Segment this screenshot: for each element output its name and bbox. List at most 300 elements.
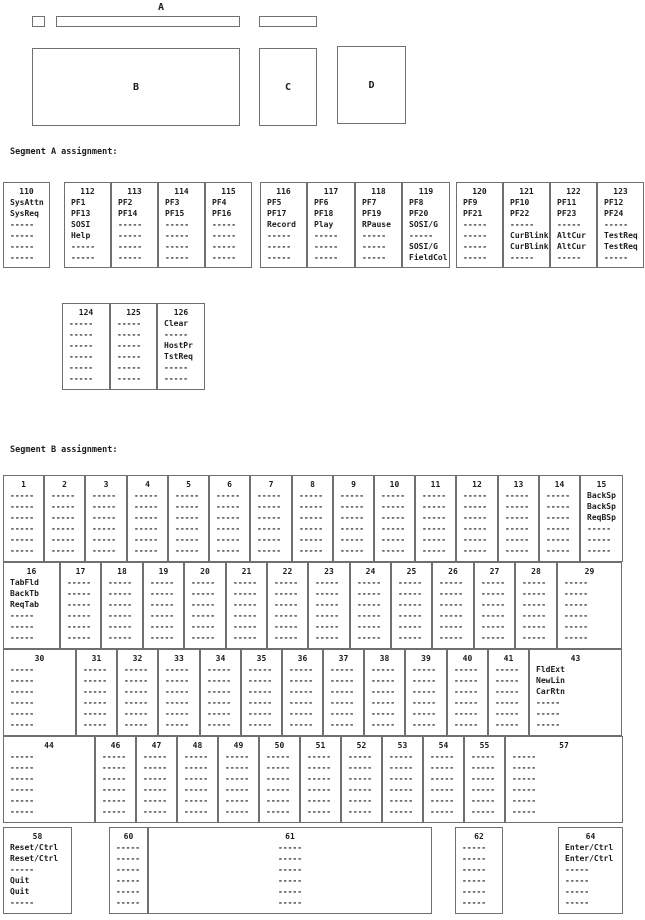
key-box-116 <box>260 182 307 268</box>
key-action-unassigned: ----- <box>512 774 537 783</box>
key-action-unassigned: ----- <box>266 785 291 794</box>
key-action: HostPr <box>164 341 193 350</box>
key-action-unassigned: ----- <box>340 491 365 500</box>
key-action-unassigned: ----- <box>357 600 382 609</box>
key-action: BackSp <box>587 502 616 511</box>
key-action-unassigned: ----- <box>307 774 332 783</box>
key-action: NewLin <box>536 676 565 685</box>
key-action: ReqBSp <box>587 513 616 522</box>
key-action-unassigned: ----- <box>505 491 530 500</box>
key-action-unassigned: ----- <box>83 687 108 696</box>
key-action-unassigned: ----- <box>216 535 241 544</box>
key-action-unassigned: ----- <box>165 720 190 729</box>
key-action-unassigned: ----- <box>274 589 299 598</box>
key-box-37 <box>323 649 364 736</box>
key-action: Clear <box>164 319 189 328</box>
key-action-unassigned: ----- <box>118 253 143 262</box>
key-action-unassigned: ----- <box>69 341 94 350</box>
key-action-unassigned: ----- <box>184 785 209 794</box>
key-number: 116 <box>276 187 291 196</box>
key-action-unassigned: ----- <box>389 752 414 761</box>
key-action-unassigned: ----- <box>512 785 537 794</box>
segment-title: Segment A assignment: <box>10 147 118 157</box>
key-action-unassigned: ----- <box>102 752 127 761</box>
key-box-58 <box>3 827 72 914</box>
key-action-unassigned: ----- <box>184 774 209 783</box>
key-action-unassigned: ----- <box>266 796 291 805</box>
key-action-unassigned: ----- <box>587 546 612 555</box>
key-action-unassigned: ----- <box>216 513 241 522</box>
key-action-unassigned: ----- <box>216 524 241 533</box>
key-action-unassigned: ----- <box>92 491 117 500</box>
key-action-unassigned: ----- <box>340 502 365 511</box>
key-action-unassigned: ----- <box>71 242 96 251</box>
key-action-unassigned: ----- <box>289 687 314 696</box>
key-action: TestReq <box>604 242 638 251</box>
segment-title: Segment B assignment: <box>10 445 118 455</box>
key-box-33 <box>158 649 200 736</box>
key-action-unassigned: ----- <box>124 709 149 718</box>
key-action-unassigned: ----- <box>522 633 547 642</box>
key-action-unassigned: ----- <box>150 622 175 631</box>
key-action-unassigned: ----- <box>505 524 530 533</box>
key-action-unassigned: ----- <box>116 854 141 863</box>
key-number: 55 <box>479 741 490 750</box>
key-box-30 <box>3 649 76 736</box>
key-action-unassigned: ----- <box>462 876 487 885</box>
key-action-unassigned: ----- <box>51 491 76 500</box>
key-box-55 <box>464 736 505 823</box>
key-action-unassigned: ----- <box>92 546 117 555</box>
key-action-unassigned: ----- <box>315 600 340 609</box>
key-action-unassigned: ----- <box>454 709 479 718</box>
key-number: 114 <box>174 187 189 196</box>
key-action-unassigned: ----- <box>463 220 488 229</box>
key-action-unassigned: ----- <box>412 698 437 707</box>
key-action-unassigned: ----- <box>83 709 108 718</box>
key-box-122 <box>550 182 597 268</box>
key-action-unassigned: ----- <box>248 687 273 696</box>
key-action-unassigned: ----- <box>10 687 35 696</box>
key-action: Enter/Ctrl <box>565 854 614 863</box>
key-action-unassigned: ----- <box>225 763 250 772</box>
key-action: PF1 <box>71 198 86 207</box>
key-action-unassigned: ----- <box>10 546 35 555</box>
key-action-unassigned: ----- <box>124 720 149 729</box>
key-action-unassigned: ----- <box>83 720 108 729</box>
key-box-23 <box>308 562 350 649</box>
key-action-unassigned: ----- <box>124 665 149 674</box>
key-action-unassigned: ----- <box>10 253 35 262</box>
key-box-54 <box>423 736 464 823</box>
key-number: 17 <box>75 567 86 576</box>
key-number: 126 <box>173 308 189 317</box>
key-number: 8 <box>310 480 315 489</box>
key-box-18 <box>101 562 143 649</box>
key-action-unassigned: ----- <box>546 546 571 555</box>
key-number: 113 <box>127 187 142 196</box>
key-action-unassigned: ----- <box>522 622 547 631</box>
key-action-unassigned: ----- <box>51 535 76 544</box>
key-action-unassigned: ----- <box>102 763 127 772</box>
key-action-unassigned: ----- <box>340 524 365 533</box>
key-action-unassigned: ----- <box>371 709 396 718</box>
key-action: PF3 <box>165 198 180 207</box>
key-action-unassigned: ----- <box>564 622 589 631</box>
key-action-unassigned: ----- <box>289 709 314 718</box>
key-action-unassigned: ----- <box>454 687 479 696</box>
key-box-34 <box>200 649 241 736</box>
key-action-unassigned: ----- <box>481 600 506 609</box>
key-box-26 <box>432 562 474 649</box>
key-action-unassigned: ----- <box>69 363 94 372</box>
key-action-unassigned: ----- <box>481 589 506 598</box>
key-number: 38 <box>379 654 390 663</box>
key-number: 62 <box>474 832 484 841</box>
key-action-unassigned: ----- <box>512 763 537 772</box>
key-box-64 <box>558 827 623 914</box>
key-action-unassigned: ----- <box>564 578 589 587</box>
key-number: 118 <box>371 187 386 196</box>
key-box-112 <box>64 182 111 268</box>
key-action: FieldCol <box>409 253 448 262</box>
key-action-unassigned: ----- <box>389 796 414 805</box>
key-action-unassigned: ----- <box>439 611 464 620</box>
key-box-62 <box>455 827 503 914</box>
key-action-unassigned: ----- <box>69 330 94 339</box>
key-action-unassigned: ----- <box>10 796 35 805</box>
key-action: PF14 <box>118 209 138 218</box>
key-action-unassigned: ----- <box>495 698 520 707</box>
key-action-unassigned: ----- <box>463 491 488 500</box>
key-number: 31 <box>91 654 102 663</box>
key-action-unassigned: ----- <box>150 633 175 642</box>
key-action-unassigned: ----- <box>463 513 488 522</box>
key-action-unassigned: ----- <box>277 876 303 885</box>
key-action-unassigned: ----- <box>430 796 455 805</box>
key-box-115 <box>205 182 252 268</box>
key-box-43 <box>529 649 622 736</box>
key-action-unassigned: ----- <box>164 330 189 339</box>
key-action-unassigned: ----- <box>233 633 258 642</box>
key-action: PF22 <box>510 209 530 218</box>
key-number: 6 <box>227 480 232 489</box>
key-action-unassigned: ----- <box>248 698 273 707</box>
key-action-unassigned: ----- <box>315 633 340 642</box>
key-action-unassigned: ----- <box>175 513 200 522</box>
key-action: BackSp <box>587 491 616 500</box>
key-action-unassigned: ----- <box>165 687 190 696</box>
key-action-unassigned: ----- <box>604 253 629 262</box>
key-action-unassigned: ----- <box>207 698 232 707</box>
key-action-unassigned: ----- <box>233 622 258 631</box>
key-action-unassigned: ----- <box>116 865 141 874</box>
key-action-unassigned: ----- <box>233 578 258 587</box>
key-action-unassigned: ----- <box>389 807 414 816</box>
key-action-unassigned: ----- <box>164 363 189 372</box>
key-action-unassigned: ----- <box>505 513 530 522</box>
key-box-46 <box>95 736 136 823</box>
key-action-unassigned: ----- <box>143 785 168 794</box>
key-number: 26 <box>448 567 458 576</box>
key-action-unassigned: ----- <box>165 665 190 674</box>
key-action-unassigned: ----- <box>117 352 142 361</box>
key-action: Play <box>314 220 334 229</box>
key-action-unassigned: ----- <box>462 865 487 874</box>
key-number: 16 <box>26 567 37 576</box>
key-action-unassigned: ----- <box>150 611 175 620</box>
key-action-unassigned: ----- <box>439 633 464 642</box>
key-action-unassigned: ----- <box>381 491 406 500</box>
key-action: Reset/Ctrl <box>10 843 59 852</box>
key-action-unassigned: ----- <box>10 698 35 707</box>
key-action-unassigned: ----- <box>266 774 291 783</box>
key-action-unassigned: ----- <box>536 698 561 707</box>
key-action-unassigned: ----- <box>165 709 190 718</box>
key-action-unassigned: ----- <box>10 622 35 631</box>
key-action-unassigned: ----- <box>124 676 149 685</box>
key-action-unassigned: ----- <box>277 887 303 896</box>
key-action-unassigned: ----- <box>522 600 547 609</box>
key-box-36 <box>282 649 323 736</box>
keyboard-outline-segment-d-area <box>337 46 406 124</box>
key-action-unassigned: ----- <box>257 546 282 555</box>
key-action-unassigned: ----- <box>134 524 159 533</box>
key-box-114 <box>158 182 205 268</box>
key-box-2 <box>44 475 85 562</box>
key-action-unassigned: ----- <box>471 763 496 772</box>
key-action-unassigned: ----- <box>348 763 373 772</box>
key-action-unassigned: ----- <box>454 665 479 674</box>
key-action-unassigned: ----- <box>274 633 299 642</box>
key-action-unassigned: ----- <box>175 502 200 511</box>
key-action-unassigned: ----- <box>124 687 149 696</box>
key-action-unassigned: ----- <box>10 720 35 729</box>
key-action-unassigned: ----- <box>150 589 175 598</box>
key-action-unassigned: ----- <box>430 785 455 794</box>
key-action-unassigned: ----- <box>10 633 35 642</box>
key-action-unassigned: ----- <box>116 887 141 896</box>
key-action-unassigned: ----- <box>454 698 479 707</box>
key-action-unassigned: ----- <box>10 785 35 794</box>
key-box-121 <box>503 182 550 268</box>
key-action-unassigned: ----- <box>117 341 142 350</box>
key-action-unassigned: ----- <box>92 535 117 544</box>
key-action: Help <box>71 231 91 240</box>
key-action-unassigned: ----- <box>117 374 142 383</box>
key-action-unassigned: ----- <box>412 720 437 729</box>
key-box-10 <box>374 475 415 562</box>
key-action-unassigned: ----- <box>522 611 547 620</box>
key-action-unassigned: ----- <box>330 676 355 685</box>
key-action-unassigned: ----- <box>10 676 35 685</box>
key-box-27 <box>474 562 515 649</box>
key-action-unassigned: ----- <box>362 253 387 262</box>
key-action-unassigned: ----- <box>67 611 92 620</box>
key-action: PF2 <box>118 198 133 207</box>
key-action-unassigned: ----- <box>398 578 423 587</box>
key-number: 22 <box>282 567 293 576</box>
key-action: AltCur <box>557 242 586 251</box>
key-box-49 <box>218 736 259 823</box>
key-action-unassigned: ----- <box>522 578 547 587</box>
key-action-unassigned: ----- <box>191 622 216 631</box>
key-action-unassigned: ----- <box>505 535 530 544</box>
key-number: 46 <box>110 741 121 750</box>
key-action-unassigned: ----- <box>495 720 520 729</box>
key-action-unassigned: ----- <box>248 665 273 674</box>
key-number: 12 <box>472 480 482 489</box>
key-action-unassigned: ----- <box>398 633 423 642</box>
key-action-unassigned: ----- <box>277 865 303 874</box>
key-action-unassigned: ----- <box>412 709 437 718</box>
key-number: 23 <box>324 567 334 576</box>
key-action: SOSI <box>71 220 91 229</box>
key-action: SOSI/G <box>409 242 438 251</box>
key-action-unassigned: ----- <box>512 752 537 761</box>
key-action-unassigned: ----- <box>439 622 464 631</box>
key-box-6 <box>209 475 250 562</box>
key-action-unassigned: ----- <box>565 865 590 874</box>
key-box-14 <box>539 475 580 562</box>
key-action-unassigned: ----- <box>512 807 537 816</box>
key-action-unassigned: ----- <box>266 763 291 772</box>
key-action: PF12 <box>604 198 624 207</box>
key-action-unassigned: ----- <box>212 231 237 240</box>
key-action-unassigned: ----- <box>10 709 35 718</box>
key-action-unassigned: ----- <box>546 502 571 511</box>
key-action-unassigned: ----- <box>462 854 487 863</box>
key-action-unassigned: ----- <box>274 578 299 587</box>
key-box-19 <box>143 562 184 649</box>
key-action-unassigned: ----- <box>371 698 396 707</box>
key-action-unassigned: ----- <box>10 774 35 783</box>
key-action-unassigned: ----- <box>212 220 237 229</box>
key-action-unassigned: ----- <box>536 709 561 718</box>
key-action-unassigned: ----- <box>381 546 406 555</box>
key-action: CurBlink <box>510 242 549 251</box>
key-action-unassigned: ----- <box>207 709 232 718</box>
key-number: 61 <box>285 832 295 841</box>
keyboard-outline-segment-c-area <box>259 48 317 126</box>
key-action-unassigned: ----- <box>299 546 324 555</box>
key-action-unassigned: ----- <box>10 491 35 500</box>
key-action-unassigned: ----- <box>299 513 324 522</box>
key-action: SOSI/G <box>409 220 438 229</box>
key-action: PF9 <box>463 198 478 207</box>
key-action-unassigned: ----- <box>471 785 496 794</box>
key-box-24 <box>350 562 391 649</box>
key-action-unassigned: ----- <box>505 546 530 555</box>
key-box-125 <box>110 303 157 390</box>
key-action-unassigned: ----- <box>463 231 488 240</box>
keyboard-outline-top-right-box <box>259 16 317 27</box>
key-action-unassigned: ----- <box>134 546 159 555</box>
key-number: 41 <box>503 654 514 663</box>
key-action-unassigned: ----- <box>267 231 292 240</box>
key-action-unassigned: ----- <box>307 752 332 761</box>
key-action-unassigned: ----- <box>422 502 447 511</box>
key-action-unassigned: ----- <box>422 513 447 522</box>
key-number: 35 <box>256 654 267 663</box>
key-box-3 <box>85 475 127 562</box>
key-action-unassigned: ----- <box>371 676 396 685</box>
key-action-unassigned: ----- <box>307 807 332 816</box>
key-action: TestReq <box>604 231 638 240</box>
key-action-unassigned: ----- <box>330 709 355 718</box>
key-action: SysAttn <box>10 198 44 207</box>
key-action-unassigned: ----- <box>69 352 94 361</box>
key-box-52 <box>341 736 382 823</box>
key-action-unassigned: ----- <box>348 752 373 761</box>
key-action-unassigned: ----- <box>10 242 35 251</box>
key-action-unassigned: ----- <box>381 513 406 522</box>
key-action-unassigned: ----- <box>565 876 590 885</box>
key-action-unassigned: ----- <box>463 253 488 262</box>
key-number: 119 <box>418 187 434 196</box>
key-action-unassigned: ----- <box>207 720 232 729</box>
key-action-unassigned: ----- <box>510 220 535 229</box>
key-number: 13 <box>513 480 524 489</box>
key-box-15 <box>580 475 623 562</box>
key-box-117 <box>307 182 355 268</box>
key-number: 122 <box>566 187 581 196</box>
key-action-unassigned: ----- <box>267 242 292 251</box>
key-number: 64 <box>585 832 596 841</box>
key-action: SysReq <box>10 209 39 218</box>
key-box-40 <box>447 649 488 736</box>
key-number: 123 <box>613 187 628 196</box>
key-action: PF6 <box>314 198 329 207</box>
key-action: CurBlink <box>510 231 549 240</box>
key-number: 47 <box>151 741 162 750</box>
key-action: PF4 <box>212 198 227 207</box>
key-action: PF19 <box>362 209 382 218</box>
key-action-unassigned: ----- <box>212 253 237 262</box>
key-action-unassigned: ----- <box>463 502 488 511</box>
key-action-unassigned: ----- <box>191 611 216 620</box>
key-action: PF10 <box>510 198 530 207</box>
key-action-unassigned: ----- <box>150 600 175 609</box>
key-action: Reset/Ctrl <box>10 854 59 863</box>
key-action-unassigned: ----- <box>248 676 273 685</box>
key-box-53 <box>382 736 423 823</box>
key-action-unassigned: ----- <box>463 546 488 555</box>
keyboard-outline-segment-b-area <box>32 48 240 126</box>
key-number: 121 <box>519 187 534 196</box>
key-number: 48 <box>192 741 203 750</box>
key-action-unassigned: ----- <box>471 774 496 783</box>
key-action: CarRtn <box>536 687 565 696</box>
key-action: Enter/Ctrl <box>565 843 614 852</box>
key-action-unassigned: ----- <box>330 720 355 729</box>
key-action-unassigned: ----- <box>557 253 582 262</box>
key-action-unassigned: ----- <box>216 491 241 500</box>
key-action-unassigned: ----- <box>371 665 396 674</box>
key-action-unassigned: ----- <box>381 502 406 511</box>
key-box-32 <box>117 649 158 736</box>
key-number: 28 <box>531 567 541 576</box>
key-action-unassigned: ----- <box>143 774 168 783</box>
key-action-unassigned: ----- <box>277 854 303 863</box>
key-action-unassigned: ----- <box>314 231 339 240</box>
key-box-48 <box>177 736 218 823</box>
key-action-unassigned: ----- <box>330 698 355 707</box>
key-action-unassigned: ----- <box>108 589 133 598</box>
key-action-unassigned: ----- <box>233 600 258 609</box>
key-action: PF21 <box>463 209 483 218</box>
key-action-unassigned: ----- <box>564 589 589 598</box>
